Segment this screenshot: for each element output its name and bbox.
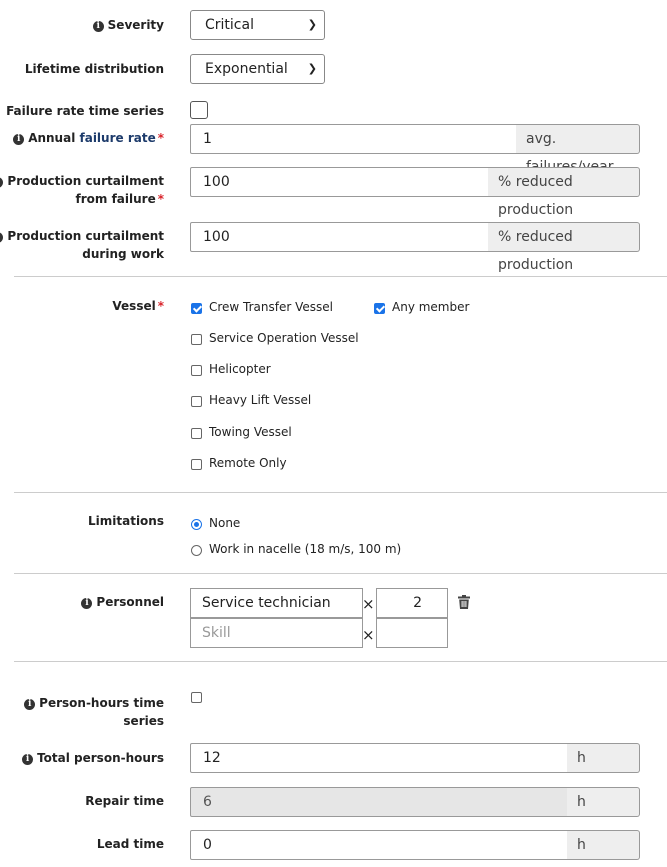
repair-time-label: Repair time (85, 794, 164, 808)
divider (14, 573, 667, 574)
annual-failure-rate-input[interactable]: 1 (190, 124, 517, 154)
lead-time-input[interactable]: 0 (190, 830, 568, 860)
divider (14, 492, 667, 493)
vessel-option-label: Crew Transfer Vessel (209, 300, 334, 314)
limitations-radio-nacelle[interactable] (191, 545, 202, 556)
curtailment-failure-unit: % reduced production (488, 167, 640, 197)
personnel-skill-input-empty[interactable]: Skill (190, 618, 363, 648)
vessel-checkbox-heavy-lift[interactable] (191, 396, 202, 407)
vessel-checkbox-service-operation[interactable] (191, 334, 202, 345)
failure-rate-ts-label: Failure rate time series (6, 104, 164, 118)
annual-failure-rate-label: i Annual failure rate * (13, 129, 164, 147)
chevron-down-icon: ❯ (307, 18, 317, 31)
vessel-option-label: Remote Only (209, 456, 287, 470)
failure-rate-ts-checkbox[interactable] (190, 101, 208, 119)
curtailment-failure-input[interactable]: 100 (190, 167, 489, 197)
vessel-checkbox-helicopter[interactable] (191, 365, 202, 376)
curtailment-work-input[interactable]: 100 (190, 222, 489, 252)
vessel-label: Vessel * (112, 299, 164, 313)
vessel-option-label: Heavy Lift Vessel (209, 393, 312, 407)
person-hours-ts-checkbox[interactable] (191, 692, 202, 703)
lifetime-distribution-label: Lifetime distribution (24, 62, 164, 76)
trash-icon[interactable] (458, 595, 470, 609)
any-member-label: Any member (392, 300, 470, 314)
limitations-option-label: None (209, 516, 241, 530)
info-icon[interactable]: i (22, 754, 33, 765)
divider (14, 661, 667, 662)
divider (14, 276, 667, 277)
severity-label: i Severity (93, 16, 164, 34)
limitations-radio-none[interactable] (191, 519, 202, 530)
personnel-count-input[interactable]: 2 (376, 588, 448, 618)
vessel-option-label: Towing Vessel (209, 425, 292, 439)
vessel-option-label: Service Operation Vessel (209, 331, 359, 345)
info-icon[interactable]: i (81, 598, 92, 609)
severity-select[interactable]: Critical ❯ (190, 10, 325, 40)
vessel-checkbox-remote-only[interactable] (191, 459, 202, 470)
vessel-checkbox-crew-transfer[interactable] (191, 303, 202, 314)
repair-time-input: 6 (190, 787, 568, 817)
info-icon[interactable]: i (93, 21, 104, 32)
person-hours-ts-label: i Person-hours time series (24, 694, 164, 730)
personnel-count-input-empty[interactable] (376, 618, 448, 648)
curtailment-failure-label: Production curtailment from failure * (0, 172, 164, 208)
limitations-label: Limitations (88, 514, 164, 528)
annual-failure-rate-unit: avg. (516, 124, 640, 154)
total-person-hours-label: i Total person-hours (22, 749, 164, 767)
lead-time-label: Lead time (96, 837, 164, 851)
vessel-option-label: Helicopter (209, 362, 271, 376)
total-person-hours-input[interactable]: 12 (190, 743, 568, 773)
info-icon[interactable]: i (13, 134, 24, 145)
total-person-hours-unit: h (567, 743, 640, 773)
any-member-checkbox[interactable] (374, 303, 385, 314)
lifetime-distribution-select[interactable]: Exponential ❯ (190, 54, 325, 84)
info-icon[interactable] (0, 177, 3, 188)
vessel-checkbox-towing[interactable] (191, 428, 202, 439)
repair-time-unit: h (567, 787, 640, 817)
times-symbol: × (362, 595, 375, 613)
failure-rate-link[interactable]: failure rate (79, 131, 156, 145)
curtailment-work-unit: % reduced production (488, 222, 640, 252)
chevron-down-icon: ❯ (307, 62, 317, 75)
personnel-label: i Personnel (81, 593, 164, 611)
times-symbol: × (362, 626, 375, 644)
personnel-skill-input[interactable]: Service technician (190, 588, 363, 618)
limitations-option-label: Work in nacelle (18 m/s, 100 m) (209, 542, 402, 556)
lead-time-unit: h (567, 830, 640, 860)
info-icon[interactable] (0, 232, 3, 243)
info-icon[interactable]: i (24, 699, 35, 710)
curtailment-work-label: Production curtailment during work (0, 227, 164, 263)
